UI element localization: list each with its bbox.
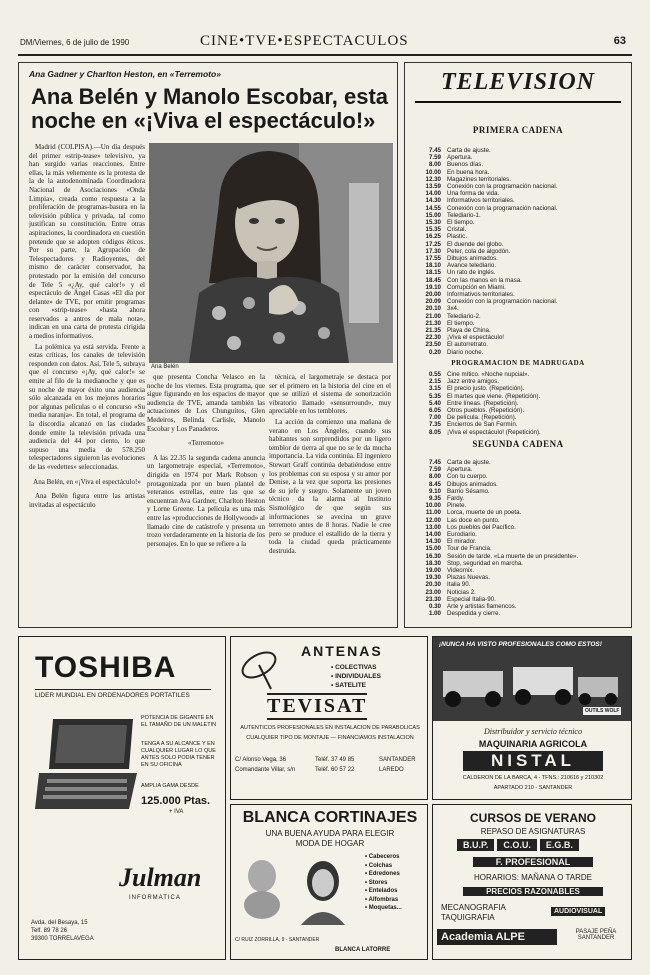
program-row	[411, 183, 625, 190]
program-row	[411, 269, 625, 276]
program-row	[411, 481, 625, 488]
program-name: Informativos territoriales.	[447, 197, 515, 205]
program-row	[411, 459, 625, 466]
program-name: Telediario-1.	[447, 211, 481, 219]
city-line: SANTANDER	[379, 757, 416, 763]
program-time: 0.55	[428, 371, 441, 378]
program-row	[411, 488, 625, 495]
program-row	[411, 531, 625, 538]
program-row	[411, 291, 625, 298]
program-name: Conexión con la programación nacional.	[447, 298, 558, 306]
program-name: Cristal.	[447, 226, 467, 234]
program-row	[411, 509, 625, 516]
antenas-phones	[315, 755, 354, 775]
blanca-products	[365, 853, 402, 913]
program-row	[411, 262, 625, 269]
toshiba-iva: + IVA	[169, 809, 184, 815]
program-name: Conexión con la programación nacional.	[447, 183, 558, 191]
cursos-prices: PRECIOS RAZONABLES	[463, 887, 603, 896]
program-row	[411, 400, 625, 407]
product-item: • Moquetas...	[365, 905, 402, 911]
program-name: El mirador.	[447, 538, 477, 546]
phone-line: Teléf. 37 49 85	[315, 757, 355, 763]
product-item: • Entelados	[365, 888, 398, 894]
program-time: 23.50	[425, 341, 441, 349]
program-time: 15.00	[425, 545, 441, 553]
antenas-addresses	[235, 755, 295, 775]
article-column-3	[269, 373, 391, 557]
program-name: Lorca, muerte de un poeta.	[447, 509, 522, 517]
program-name: Especial Italia-90.	[447, 595, 496, 603]
program-time: 21.35	[425, 327, 441, 335]
program-name: El autorretrato.	[447, 341, 488, 349]
blanca-line1: UNA BUENA AYUDA PARA ELEGIR	[265, 829, 395, 838]
program-time: 14.00	[425, 190, 441, 198]
antenas-type: • COLECTIVAS	[331, 664, 377, 671]
program-row	[411, 545, 625, 552]
laptop-icon	[33, 709, 143, 819]
program-name: Playa de China.	[447, 327, 491, 335]
program-row	[411, 429, 625, 436]
program-time: 21.30	[425, 319, 441, 327]
program-time: 20.09	[425, 298, 441, 306]
product-item: • Alfombras	[365, 896, 399, 903]
program-row	[411, 212, 625, 219]
product-item: • Edredones	[365, 871, 400, 877]
program-name: Dibujos animados.	[447, 255, 498, 263]
cursos-audio: AUDIOVISUAL	[551, 907, 605, 916]
schedule-madrugada	[411, 371, 625, 436]
program-row	[411, 596, 625, 603]
address-line: C/ Alonso Vega, 36	[235, 757, 287, 763]
program-name: Informativos territoriales.	[447, 291, 515, 299]
nistal-logo: NISTAL	[463, 751, 603, 771]
toshiba-range: AMPLIA GAMA DESDE	[141, 783, 199, 789]
program-time: 13.00	[425, 523, 441, 531]
antenas-types	[331, 663, 381, 690]
city-line: 39300 TORRELAVEGA	[31, 936, 94, 942]
program-row	[411, 393, 625, 400]
program-row	[411, 197, 625, 204]
program-row	[411, 567, 625, 574]
product-item: • Stores	[365, 879, 388, 886]
program-row	[411, 169, 625, 176]
program-name: Con tu cuerpo.	[447, 473, 488, 481]
program-row	[411, 610, 625, 617]
program-row	[411, 313, 625, 320]
program-time: 16.25	[425, 233, 441, 241]
program-name: Buenos días.	[447, 161, 484, 169]
program-time: 0.20	[428, 348, 441, 356]
program-time: 16.30	[425, 552, 441, 560]
program-name: Jazz entre amigos.	[447, 378, 499, 386]
blanca-firm: BLANCA LATORRE	[335, 947, 391, 953]
program-row	[411, 320, 625, 327]
program-row	[411, 560, 625, 567]
product-item: • Cabeceros	[365, 854, 400, 860]
program-time: 7.35	[428, 421, 441, 429]
program-time: 6.05	[428, 407, 441, 415]
program-name: Arte y artistas flamencos.	[447, 603, 517, 611]
program-time: 12.30	[425, 175, 441, 183]
toshiba-line1: POTENCIA DE GIGANTE EN EL TAMAÑO DE UN MALETIN	[141, 715, 217, 728]
program-name: El tiempo.	[447, 319, 475, 327]
program-row	[411, 414, 625, 421]
program-row	[411, 473, 625, 480]
program-time: 20.30	[425, 581, 441, 589]
program-name: De película. (Repetición).	[447, 414, 517, 422]
tevisat-logo: TEVISAT	[267, 693, 367, 720]
nistal-headline: ¡NUNCA HA VISTO PROFESIONALES COMO ESTOS!	[439, 641, 602, 648]
nistal-address: CALDERON DE LA BARCA, 4 - TFNS.: 210616 y 210302	[462, 775, 604, 781]
ad-toshiba	[18, 636, 226, 960]
program-time: 12.00	[425, 516, 441, 524]
program-row	[411, 305, 625, 312]
program-name: Noticias 2.	[447, 588, 476, 596]
program-row	[411, 553, 625, 560]
program-row	[411, 233, 625, 240]
level-badge: B.U.P.	[457, 839, 494, 851]
program-time: 15.35	[425, 226, 441, 234]
program-name: El precio justo. (Repetición).	[447, 385, 525, 393]
program-name: Sesión de tarde. «La muerte de un presidente».	[447, 552, 579, 560]
program-row	[411, 371, 625, 378]
tv-listings	[404, 62, 632, 628]
article-headline: Ana Belén y Manolo Escobar, esta noche en «¡Viva el espectáculo!»	[31, 84, 389, 133]
julman-address	[31, 919, 94, 943]
program-time: 20.00	[425, 291, 441, 299]
program-name: Con las manos en la masa.	[447, 276, 522, 284]
cursos-hours: HORARIOS: MAÑANA O TARDE	[474, 873, 592, 882]
program-time: 15.30	[425, 219, 441, 227]
program-time: 7.59	[428, 466, 441, 474]
paragraph: que presenta Concha Velasco en la noche de los viernes. Esta programa, que sigue figurando en los espacios de mayor audiencia de TVE, amanda también las actuaciones de Los Chunguitos, Glen Medeiros, Belinda Carlisle, Manolo Escobar y Los Panaderos.	[147, 373, 265, 433]
program-row	[411, 161, 625, 168]
program-name: Italia 90.	[447, 581, 471, 589]
program-name: Las doce en punto.	[447, 516, 500, 524]
program-row	[411, 190, 625, 197]
program-name: Otros pueblos. (Repetición).	[447, 407, 525, 415]
photo-caption: Ana Belén	[151, 364, 179, 370]
schedule-primera	[411, 147, 625, 356]
program-time: 8.00	[428, 473, 441, 481]
program-row	[411, 421, 625, 428]
program-name: Apertura.	[447, 154, 473, 162]
antenas-type: • SATELITE	[331, 682, 367, 689]
blanca-line2: MODA DE HOGAR	[295, 839, 365, 848]
program-row	[411, 581, 625, 588]
program-name: Encierros de San Fermín.	[447, 421, 518, 429]
program-row	[411, 538, 625, 545]
program-name: Plazas Nuevas.	[447, 574, 490, 582]
toshiba-tagline: LIDER MUNDIAL EN ORDENADORES PORTATILES	[35, 689, 211, 699]
program-time: 18.10	[425, 262, 441, 270]
program-time: 14.00	[425, 531, 441, 539]
antenas-slogan1: AUTENTICOS PROFESIONALES EN INSTALACION DE PARABOLICAS	[240, 725, 420, 731]
program-time: 23.00	[425, 588, 441, 596]
program-time: 22.30	[425, 334, 441, 342]
program-row	[411, 154, 625, 161]
program-row	[411, 298, 625, 305]
program-row	[411, 349, 625, 356]
program-name: 3x4.	[447, 305, 459, 313]
program-time: 9.35	[428, 495, 441, 503]
program-name: Avance telediario.	[447, 262, 497, 270]
page-number: 63	[613, 35, 626, 47]
header-rule	[18, 54, 632, 56]
product-item: • Colchas	[365, 862, 393, 869]
address-line: Avda. del Besaya, 15	[31, 920, 88, 926]
antenas-slogan2: CUALQUIER TIPO DE MONTAJE — FINANCIAMOS INSTALACION	[246, 735, 414, 741]
phone-line: Telf. 89 78 26	[31, 928, 68, 934]
photo-ana-belen	[149, 143, 393, 363]
program-time: 17.25	[425, 240, 441, 248]
program-row	[411, 524, 625, 531]
julman-logo: Julman	[119, 863, 202, 892]
program-time: 8.45	[428, 480, 441, 488]
program-name: Telediario-2.	[447, 312, 481, 320]
toshiba-logo: TOSHIBA	[35, 651, 177, 684]
program-name: Barrio Sésamo.	[447, 487, 490, 495]
blanca-title: BLANCA CORTINAJES	[242, 809, 418, 826]
program-row	[411, 574, 625, 581]
program-time: 15.00	[425, 211, 441, 219]
nistal-sub: Distribuidor y servicio técnico	[484, 727, 582, 736]
program-row	[411, 341, 625, 348]
subheading: «Terremoto»	[187, 439, 225, 448]
nistal-title: MAQUINARIA AGRICOLA	[478, 739, 588, 749]
channel-label-segunda: SEGUNDA CADENA	[472, 439, 564, 449]
program-row	[411, 502, 625, 509]
program-name: Stop, seguridad en marcha.	[447, 559, 524, 567]
program-time: 17.30	[425, 247, 441, 255]
program-row	[411, 241, 625, 248]
article-column-1	[29, 143, 145, 511]
program-time: 20.10	[425, 305, 441, 313]
program-row	[411, 176, 625, 183]
program-row	[411, 385, 625, 392]
tv-title: TELEVISION	[440, 69, 596, 95]
model-portrait-icon	[293, 855, 353, 925]
program-row	[411, 205, 625, 212]
program-row	[411, 517, 625, 524]
phone-line: Teléf. 60 57 22	[315, 767, 355, 773]
cursos-title: CURSOS DE VERANO	[469, 811, 597, 825]
paragraph: técnica, el largometraje se destaca por ser el primero en la historia del cine en el que se utilizó el sistema de sonorización vibratorio llamado «sensurround», muy apreciable en los temblores.	[269, 373, 391, 416]
julman-subtitle: INFORMATICA	[129, 895, 181, 901]
program-row	[411, 284, 625, 291]
program-name: ¡Viva el espectáculo!	[447, 334, 504, 342]
cursos-address: PASAJE PEÑA SANTANDER	[575, 929, 617, 941]
ad-blanca-cortinajes	[230, 804, 428, 960]
program-name: Carta de ajuste.	[447, 459, 491, 466]
program-name: El tiempo.	[447, 219, 475, 227]
program-time: 18.15	[425, 269, 441, 277]
portrait-illustration	[149, 143, 393, 363]
program-time: 7.00	[428, 414, 441, 422]
program-time: 18.30	[425, 559, 441, 567]
program-time: 14.55	[425, 204, 441, 212]
program-name: Pinete.	[447, 502, 467, 510]
nistal-apartado: APARTADO 210 - SANTANDER	[493, 785, 573, 791]
program-row	[411, 277, 625, 284]
blanca-address: C/ RUIZ ZORRILLA, 9 - SANTANDER	[235, 937, 320, 943]
program-name: Videomix.	[447, 567, 475, 575]
header-date: DM/Viernes, 6 de julio de 1990	[20, 38, 130, 47]
program-time: 3.15	[428, 385, 441, 393]
program-time: 19.30	[425, 574, 441, 582]
program-time: 8.05	[428, 428, 441, 436]
program-time: 19.10	[425, 283, 441, 291]
cursos-taqui: TAQUIGRAFIA	[441, 913, 495, 922]
program-name: Eurodiario.	[447, 531, 477, 539]
program-name: Plastic.	[447, 233, 467, 241]
program-time: 7.59	[428, 154, 441, 162]
program-time: 21.00	[425, 312, 441, 320]
program-name: Corrupción en Miami.	[447, 283, 506, 291]
program-time: 19.00	[425, 567, 441, 575]
article-column-2	[147, 373, 265, 550]
program-time: 2.15	[428, 378, 441, 386]
paragraph: La polémica ya está servida. Frente a estas críticas, los canales de televisión responden con datos. Así, Tele 5, subraya que el concurso «¡Ay, qué calor!» se emite al filo de la medianoche y que es su noche de mayor éxito una audiencia sólo alcanzada en los mejores horarios por algunas películas o el concurso «Su media naranja». En total, el programa de la discordia alcanzó en las ciudades donde emite la televisión privada una audiencia del 44 por ciento, lo que supuso una media de 578.250 telespectadores siguieron las evoluciones de las «vedettes» seleccionadas.	[29, 342, 145, 471]
program-row	[411, 248, 625, 255]
program-name: Conexión con la programación nacional.	[447, 204, 558, 212]
program-row	[411, 495, 625, 502]
program-name: En buena hora.	[447, 168, 490, 176]
program-row	[411, 327, 625, 334]
program-name: Magazines territoriales.	[447, 175, 511, 183]
city-line: LAREDO	[379, 767, 404, 773]
ad-cursos-verano	[432, 804, 632, 960]
program-row	[411, 589, 625, 596]
program-time: 7.45	[428, 147, 441, 154]
schedule-segunda	[411, 459, 625, 617]
program-name: Los pueblos del Pacífico.	[447, 523, 516, 531]
program-name: Entre líneas. (Repetición).	[447, 399, 519, 407]
cursos-sub: REPASO DE ASIGNATURAS	[480, 827, 586, 836]
program-time: 5.35	[428, 392, 441, 400]
section-title: CINE•TVE•ESPECTACULOS	[200, 33, 409, 49]
program-time: 9.10	[428, 487, 441, 495]
program-time: 23.30	[425, 595, 441, 603]
program-name: Cine mítico. «Noche nupcial».	[447, 371, 530, 378]
program-time: 14.30	[425, 197, 441, 205]
paragraph: A las 22.35 la segunda cadena anuncia un largometraje especial, «Terremoto», dirigida en 1974 por Mark Robson y protagonizada por un buen plantel de veteranos estrellas, entre las que se encuentran Ava Gardner, Charlton Heston y Lorne Greene. La película es una más entre las «producciones de Hollywood» al llamado cine de catástrofe y presenta un trozo verdaderamente en la historia de los personajes. En lo que se refiere a la	[147, 453, 265, 548]
paragraph: La acción da comienzo una mañana de verano en Los Ángeles, cuando sus habitantes son sorprendidos por un ligero temblor de tierra al que no se le da mucha importancia. La vida continúa. El ingeniero Stewart Graff continúa debatiéndose entre los problemas con su esposa y su amor por Denise, a la vez que soporta las presiones de su jefe y suegro. Solamente un joven técnico da la alarma al Instituto Sismológico de que según sus informaciones se avecina un grave terremoto antes de 8 horas. Nadie le cree pero se produce el estallido de la tierra y toda la ciudad queda prácticamente destruida.	[269, 417, 391, 555]
tv-title-rule	[415, 101, 621, 103]
program-row	[411, 407, 625, 414]
level-badge: E.G.B.	[540, 839, 579, 851]
article-kicker: Ana Gadner y Charlton Heston, en «Terremoto»	[29, 69, 221, 79]
program-name: Despedida y cierre.	[447, 610, 501, 618]
program-time: 10.00	[425, 168, 441, 176]
program-name: El martes que viene. (Repetición).	[447, 392, 541, 400]
program-time: 5.40	[428, 399, 441, 407]
cursos-levels	[457, 839, 579, 851]
program-name: Dibujos animados.	[447, 480, 498, 488]
subheading: Ana Belén, en «¡Viva el espectáculo!»	[33, 477, 141, 486]
paragraph: Madrid (COLPISA).—Un día después del primer «strip-tease» televisivo, ya han surgido varias reacciones. Entre ellas, la más vehemente es la protesta de la de la autodenominada Coordinadora Nacional de Asociaciones «Onda Limpia», creada como respuesta a la proliferación de programas-basura en la televisión pública y privada, tal como justifican su constitución. Entre otras aspiraciones, la coordinadora en cuestión pretende que se adopten códigos éticos. Por su parte, la Agrupación de Telespectadores y Radioyentes, del mismo de carácter conservador, ha protestado por la emisión del concurso de Tele 5 «¿Ay, qué calor!» y el espectáculo de Ángel Casas «El día por delante» de TVE, por emitir programas con «strip-tease» «hasta ahora reservados a antros de mala nota», indican en una carta de protesta cirigida a medios informativos.	[29, 143, 145, 341]
channel-label-primera: PRIMERA CADENA	[472, 125, 564, 135]
program-name: Una forma de vida.	[447, 190, 500, 198]
program-row	[411, 378, 625, 385]
toshiba-line2: TENGA A SU ALCANCE Y EN CUALQUIER LUGAR LO QUE ANTES SOLO PODIA TENER EN SU OFICINA	[141, 741, 216, 768]
antenas-type: • INDIVIDUALES	[331, 673, 381, 680]
paragraph: Ana Belén figura entre las artistas invitadas al espectáculo	[29, 492, 145, 509]
wolf-logo: OUTILS WOLF	[585, 708, 620, 714]
level-badge: C.O.U.	[497, 839, 537, 851]
program-time: 18.45	[425, 276, 441, 284]
article	[18, 62, 398, 628]
ad-antenas	[230, 636, 428, 800]
toshiba-price: 125.000 Ptas.	[141, 795, 211, 807]
program-row	[411, 147, 625, 154]
program-row	[411, 334, 625, 341]
program-row	[411, 226, 625, 233]
program-row	[411, 466, 625, 473]
dog-icon	[237, 851, 287, 921]
satellite-dish-icon	[237, 643, 287, 693]
program-name: Peter, cola de algodón.	[447, 247, 511, 255]
program-name: ¡Viva el espectáculo! (Repetición).	[447, 428, 541, 436]
channel-label-madrugada: PROGRAMACION DE MADRUGADA	[451, 359, 585, 367]
program-time: 1.00	[428, 610, 441, 618]
ad-nistal	[432, 636, 632, 800]
program-time: 13.59	[425, 183, 441, 191]
antenas-cities	[379, 755, 416, 775]
cursos-meca: MECANOGRAFIA	[441, 903, 506, 912]
program-time: 8.00	[428, 161, 441, 169]
program-name: Diario noche.	[447, 348, 484, 356]
program-name: Carta de ajuste.	[447, 147, 491, 154]
program-row	[411, 603, 625, 610]
program-name: Apertura.	[447, 466, 473, 474]
program-name: Un rato de inglés.	[447, 269, 496, 277]
antenas-title: ANTENAS	[301, 643, 383, 659]
program-name: Fardy.	[447, 495, 465, 503]
cursos-prof: F. PROFESIONAL	[473, 857, 593, 867]
program-time: 11.00	[425, 509, 441, 517]
program-time: 14.30	[425, 538, 441, 546]
program-time: 0.30	[428, 603, 441, 611]
program-time: 7.45	[428, 459, 441, 466]
program-name: El duende del globo.	[447, 240, 504, 248]
program-time: 10.00	[425, 502, 441, 510]
program-row	[411, 219, 625, 226]
academia-alpe-logo: Academia ALPE	[437, 929, 557, 945]
program-row	[411, 255, 625, 262]
address-line: Comandante Villar, s/n	[235, 767, 296, 773]
program-time: 17.55	[425, 255, 441, 263]
program-name: Tour de Francia.	[447, 545, 492, 553]
